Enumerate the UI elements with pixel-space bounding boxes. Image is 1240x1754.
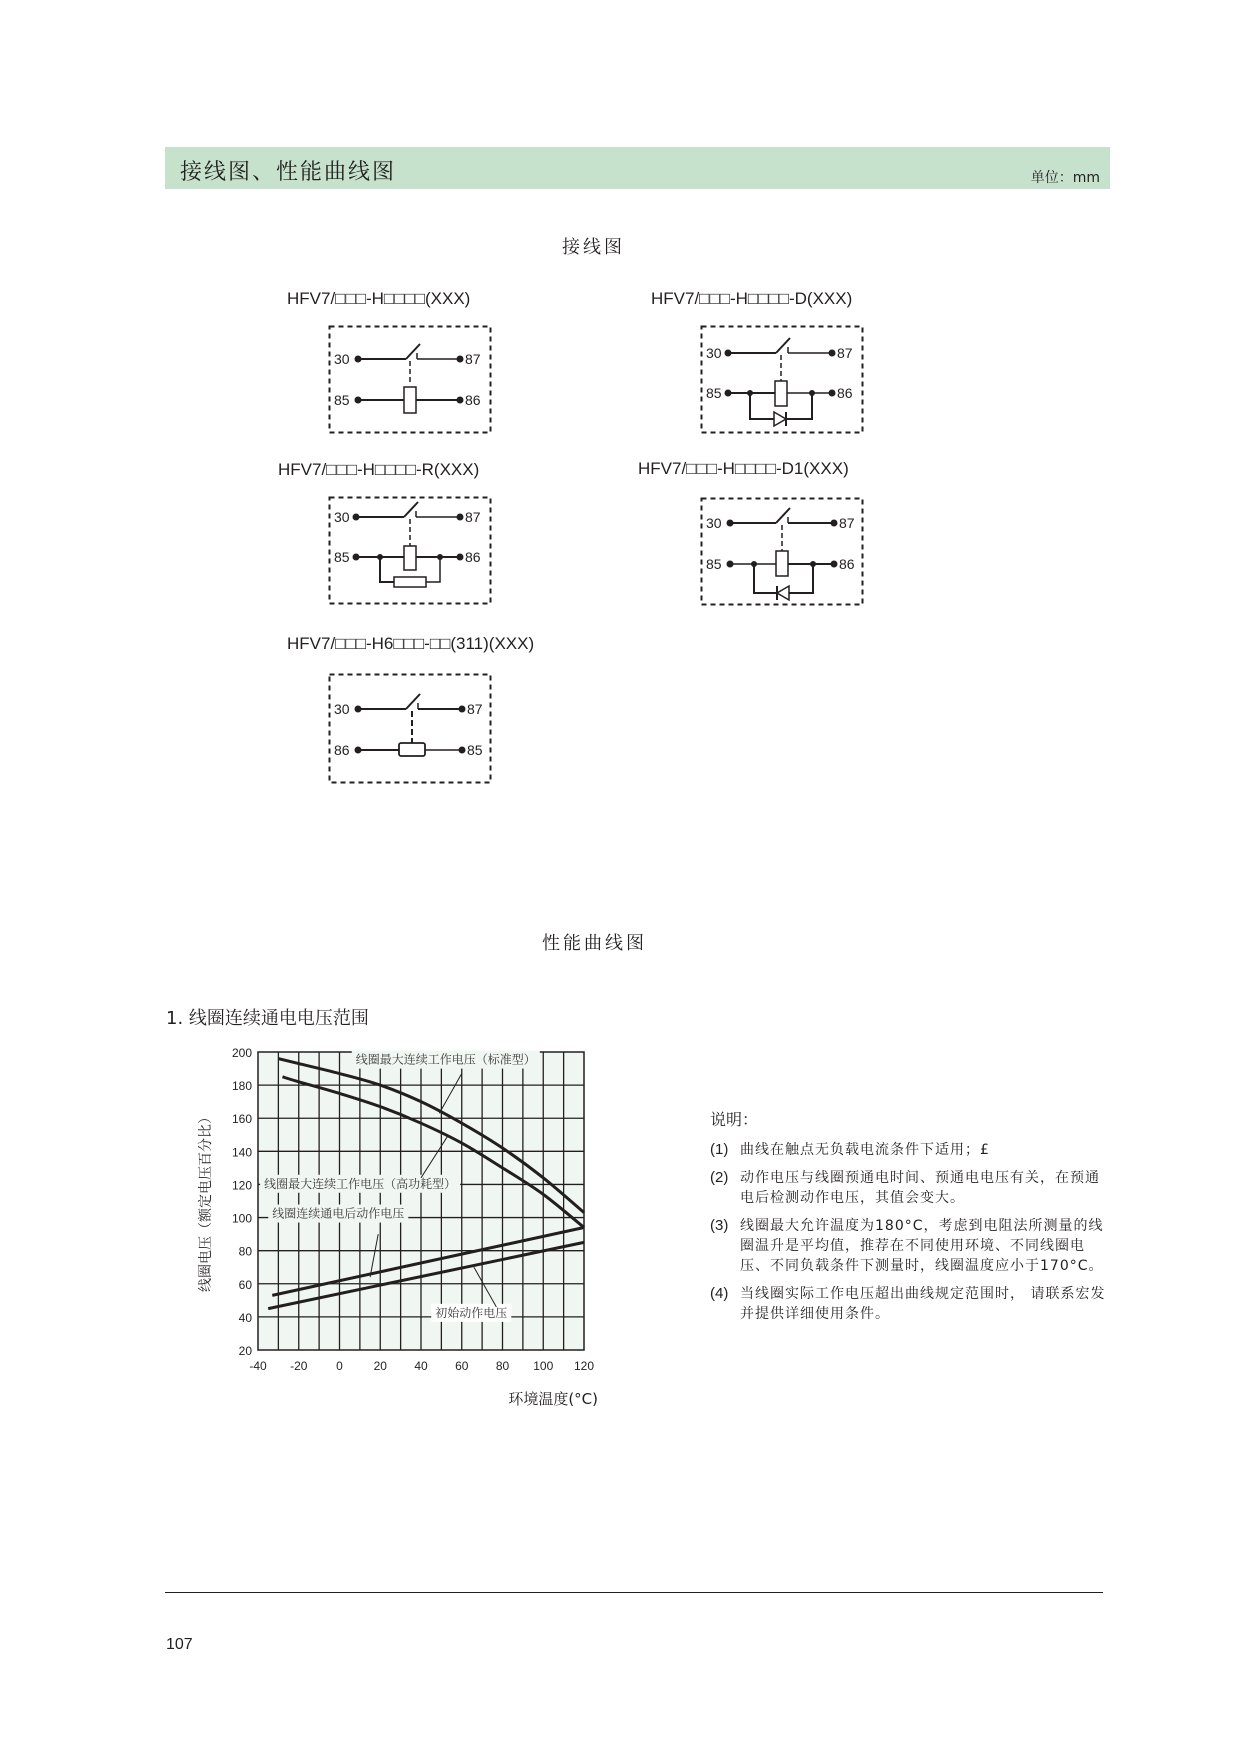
svg-text:线圈最大连续工作电压（高功耗型）: 线圈最大连续工作电压（高功耗型） bbox=[264, 1176, 457, 1191]
svg-text:85: 85 bbox=[706, 385, 722, 401]
svg-text:-40: -40 bbox=[249, 1359, 267, 1373]
svg-text:85: 85 bbox=[334, 549, 350, 565]
svg-text:100: 100 bbox=[533, 1359, 554, 1373]
svg-text:20: 20 bbox=[373, 1359, 387, 1373]
svg-text:0: 0 bbox=[336, 1359, 343, 1373]
wiring-diagram-horizontal-coil bbox=[328, 673, 493, 785]
svg-text:40: 40 bbox=[414, 1359, 428, 1373]
svg-text:环境温度(°C): 环境温度(°C) bbox=[508, 1390, 598, 1408]
performance-section-title: 性能曲线图 bbox=[542, 933, 647, 954]
svg-text:60: 60 bbox=[238, 1277, 252, 1292]
svg-text:30: 30 bbox=[706, 345, 722, 361]
svg-text:85: 85 bbox=[334, 392, 350, 408]
svg-text:87: 87 bbox=[465, 509, 481, 525]
svg-text:86: 86 bbox=[837, 385, 853, 401]
pin-label: 30 bbox=[334, 351, 350, 367]
svg-text:120: 120 bbox=[573, 1359, 595, 1373]
diagram-model-label: HFV7/□□□-H6□□□-□□(311)(XXX) bbox=[287, 634, 535, 653]
svg-text:86: 86 bbox=[334, 742, 350, 758]
wiring-diagram-basic bbox=[328, 325, 493, 435]
svg-text:85: 85 bbox=[467, 742, 483, 758]
footer-divider bbox=[165, 1592, 1103, 1593]
svg-text:线圈最大连续工作电压（标准型）: 线圈最大连续工作电压（标准型） bbox=[355, 1052, 536, 1067]
svg-text:180: 180 bbox=[231, 1079, 252, 1094]
voltage-range-chart bbox=[190, 1040, 620, 1420]
svg-text:80: 80 bbox=[495, 1359, 510, 1373]
notes-heading: 说明： bbox=[710, 1110, 759, 1129]
unit-label: 单位：mm bbox=[1030, 170, 1100, 186]
diagram-model-label: HFV7/□□□-H□□□□-D(XXX) bbox=[651, 289, 853, 308]
wiring-diagram-diode bbox=[700, 325, 865, 435]
svg-text:100: 100 bbox=[231, 1211, 252, 1226]
svg-text:87: 87 bbox=[465, 351, 481, 367]
wiring-diagram-resistor bbox=[328, 496, 493, 606]
svg-text:87: 87 bbox=[837, 345, 853, 361]
svg-text:87: 87 bbox=[839, 515, 855, 531]
note-item: (3) 线圈最大允许温度为180°C，考虑到电阻法所测量的线圈温升是平均值，推荐在不同使用环境、不同线圈电压、不同负载条件下测量时，线圈温度应小于170°C。 bbox=[710, 1217, 1104, 1274]
svg-text:87: 87 bbox=[467, 701, 483, 717]
svg-text:86: 86 bbox=[465, 549, 481, 565]
svg-text:30: 30 bbox=[334, 701, 350, 717]
diagram-model-label: HFV7/□□□-H□□□□-R(XXX) bbox=[278, 460, 480, 479]
chart-subtitle: 1. 线圈连续通电电压范围 bbox=[166, 1008, 369, 1029]
svg-text:86: 86 bbox=[839, 556, 855, 572]
wiring-section-title: 接线图 bbox=[562, 237, 625, 258]
svg-text:20: 20 bbox=[238, 1344, 252, 1358]
svg-text:60: 60 bbox=[455, 1359, 469, 1373]
svg-text:线圈连续通电后动作电压: 线圈连续通电后动作电压 bbox=[272, 1206, 405, 1221]
svg-text:85: 85 bbox=[706, 556, 722, 572]
wiring-diagram-diode-reverse bbox=[700, 497, 865, 607]
note-item: (1) 曲线在触点无负载电流条件下适用；£ bbox=[710, 1141, 990, 1158]
diagram-model-label: HFV7/□□□-H□□□□(XXX) bbox=[287, 289, 471, 308]
page-number: 107 bbox=[166, 1636, 193, 1653]
svg-text:160: 160 bbox=[231, 1112, 252, 1127]
svg-text:120: 120 bbox=[231, 1178, 252, 1193]
svg-text:40: 40 bbox=[238, 1310, 252, 1325]
svg-text:30: 30 bbox=[334, 509, 350, 525]
svg-text:30: 30 bbox=[706, 515, 722, 531]
svg-text:-20: -20 bbox=[290, 1359, 308, 1373]
svg-text:初始动作电压: 初始动作电压 bbox=[435, 1305, 508, 1320]
svg-text:86: 86 bbox=[465, 392, 481, 408]
diagram-model-label: HFV7/□□□-H□□□□-D1(XXX) bbox=[638, 459, 849, 478]
svg-text:200: 200 bbox=[231, 1046, 252, 1060]
svg-text:线圈电压（额定电压百分比）: 线圈电压（额定电压百分比） bbox=[198, 1110, 214, 1292]
notes-panel bbox=[710, 1110, 1110, 1332]
section-header-title: 接线图、性能曲线图 bbox=[180, 160, 397, 185]
note-item: (4) 当线圈实际工作电压超出曲线规定范围时， 请联系宏发并提供详细使用条件。 bbox=[710, 1285, 1106, 1322]
note-item: (2) 动作电压与线圈预通电时间、预通电电压有关，在预通电后检测动作电压，其值会变大。 bbox=[710, 1169, 1100, 1206]
svg-text:80: 80 bbox=[238, 1244, 252, 1259]
svg-text:140: 140 bbox=[231, 1145, 252, 1160]
